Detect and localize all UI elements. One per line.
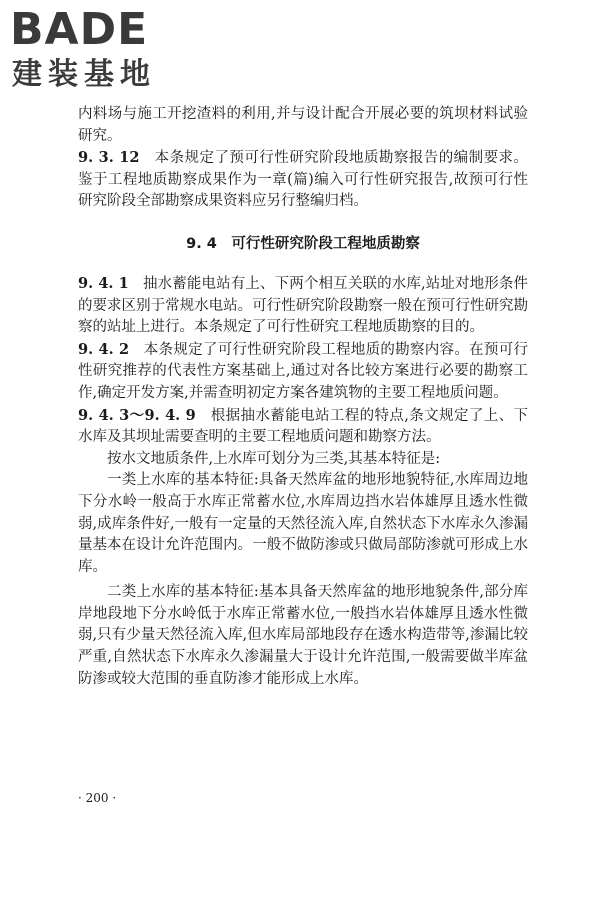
clause-number: 9. 4. 1 bbox=[78, 274, 129, 292]
paragraph-continued bbox=[78, 104, 528, 147]
paragraph-clause bbox=[78, 405, 528, 449]
paragraph-text: 本条规定了可行性研究阶段工程地质的勘察内容。在预可行性研究推荐的代表性方案基础上,通过对各比较方案进行必要的勘察工作,确定开发方案,并需查明初定方案各建筑物的主要工程地质问题。 bbox=[78, 341, 529, 401]
paragraph-text: 根据抽水蓄能电站工程的特点,条文规定了上、下水库及其坝址需要查明的主要工程地质问题和勘察方法。 bbox=[78, 407, 529, 446]
paragraph-indented: 按水文地质条件,上水库可划分为三类,其基本特征是: bbox=[107, 450, 441, 467]
paragraph-text: 抽水蓄能电站有上、下两个相互关联的水库,站址对地形条件的要求区别于常规水电站。可行性研究阶段勘察一般在预可行性研究勘察的站址上进行。本条规定了可行性研究工程地质勘察的目的。 bbox=[78, 275, 529, 336]
page-content bbox=[78, 104, 528, 690]
clause-number: 9. 4. 2 bbox=[78, 340, 130, 358]
paragraph-indented: 二类上水库的基本特征:基本具备天然库盆的地形地貌条件,部分库岸地段地下分水岭低于水库正常蓄水位,一般挡水岩体雄厚且透水性微弱,只有少量天然径流入库,但水库局部地段存在透水构造带等,渗漏比较严重,自然状态下水库永久渗漏量大于设计允许范围,一般需要做半库盆防渗或较大范围的垂直防渗才能形成上水库。 bbox=[78, 584, 528, 687]
paragraph-clause bbox=[78, 273, 528, 339]
paragraph-clause bbox=[78, 339, 528, 405]
paragraph-indented: 一类上水库的基本特征:具备天然库盆的地形地貌特征,水库周边地下分水岭一般高于水库正常蓄水位,水库周边挡水岩体雄厚且透水性微弱,成库条件好,一般有一定量的天然径流入库,自然状态下水库永久渗漏量基本在设计允许范围内。一般不做防渗或只做局部防渗就可形成上水库。 bbox=[78, 472, 528, 575]
page-number: · 200 · bbox=[78, 791, 117, 805]
clause-number: 9. 4. 3～9. 4. 9 bbox=[78, 406, 196, 424]
section-heading: 9. 4 可行性研究阶段工程地质勘察 bbox=[186, 235, 420, 252]
logo bbox=[10, 4, 200, 94]
logo-brand: BADE bbox=[10, 4, 149, 55]
logo-subtitle: 建装基地 bbox=[12, 57, 156, 92]
paragraph-text: 内料场与施工开挖渣料的利用,并与设计配合开展必要的筑坝材料试验研究。 bbox=[78, 106, 528, 144]
clause-number: 9. 3. 12 bbox=[78, 149, 140, 167]
paragraph-clause bbox=[78, 147, 528, 213]
paragraph-text: 本条规定了预可行性研究阶段地质勘察报告的编制要求。鉴于工程地质勘察成果作为一章(篇)编入可行性研究报告,故预可行性研究阶段全部勘察成果资料应另行整编归档。 bbox=[78, 150, 528, 210]
